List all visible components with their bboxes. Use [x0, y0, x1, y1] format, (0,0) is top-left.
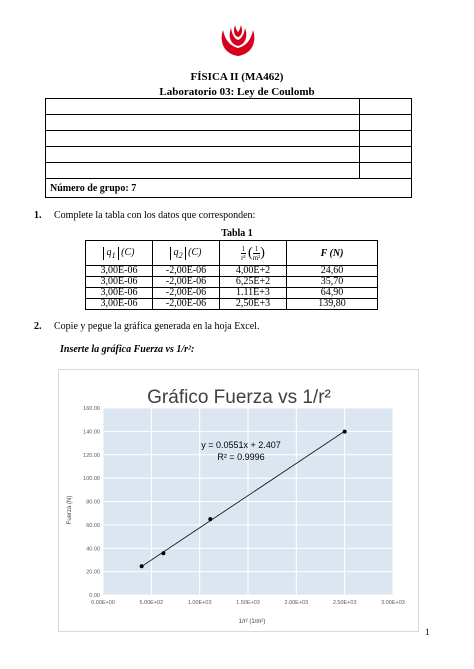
data-point — [208, 517, 212, 521]
cell-q1: 3,00E-06 — [86, 277, 153, 288]
group-cell[interactable] — [360, 163, 412, 179]
trendline-equation: y = 0.0551x + 2.407 — [201, 440, 281, 450]
y-axis-label: Fuerza (N) — [67, 495, 73, 525]
cell-q2: -2,00E-06 — [153, 299, 220, 310]
cell-q2: -2,00E-06 — [153, 266, 220, 277]
y-tick-label: 40.00 — [86, 546, 100, 553]
x-tick-label: 2.50E+03 — [332, 600, 357, 606]
trendline-r2: R² = 0.9996 — [217, 452, 265, 462]
cell-q1: 3,00E-06 — [86, 266, 153, 277]
data-table — [85, 240, 378, 310]
y-tick-label: 20.00 — [86, 569, 100, 576]
group-cell[interactable] — [46, 147, 360, 163]
data-point — [140, 564, 144, 568]
cell-force: 64,90 — [287, 288, 378, 299]
course-title: FÍSICA II (MA462) — [190, 71, 284, 83]
group-cell[interactable] — [360, 147, 412, 163]
question-2 — [34, 321, 259, 332]
y-tick-label: 80.00 — [86, 499, 100, 506]
group-table — [45, 98, 412, 198]
cell-inv-r2: 1.11E+3 — [220, 288, 287, 299]
table-row — [86, 288, 378, 299]
group-cell[interactable] — [46, 131, 360, 147]
cell-q1: 3,00E-06 — [86, 299, 153, 310]
header-q2: $q_2$ (C) — [153, 241, 220, 266]
question-1 — [34, 210, 255, 221]
question-1-text: Complete la tabla con los datos que corresponden: — [54, 210, 256, 221]
table-row — [86, 277, 378, 288]
table-caption: Tabla 1 — [221, 228, 253, 239]
x-tick-label: 3.00E+03 — [381, 600, 405, 606]
cell-inv-r2: 2,50E+3 — [220, 299, 287, 310]
question-1-number: 1. — [34, 210, 42, 221]
group-cell[interactable] — [360, 115, 412, 131]
x-tick-label: 2.00E+03 — [284, 600, 309, 606]
page-number: 1 — [425, 627, 430, 637]
cell-force: 24,60 — [287, 266, 378, 277]
lab-title: Laboratorio 03: Ley de Coulomb — [159, 86, 315, 98]
x-tick-label: 1.50E+03 — [236, 600, 260, 606]
question-2-number: 2. — [34, 321, 42, 332]
y-tick-label: 0.00 — [89, 593, 100, 599]
chart-title: Gráfico Fuerza vs 1/r² — [147, 387, 331, 408]
y-tick-label: 120.00 — [83, 452, 100, 459]
force-chart — [59, 370, 418, 631]
data-point — [343, 430, 347, 434]
group-number: Número de grupo: 7 — [46, 179, 412, 198]
cell-q2: -2,00E-06 — [153, 277, 220, 288]
cell-q2: -2,00E-06 — [153, 288, 220, 299]
y-tick-label: 140.00 — [83, 429, 100, 436]
group-cell[interactable] — [46, 99, 360, 115]
chart-instruction: Inserte la gráfica Fuerza vs 1/r²: — [60, 344, 195, 355]
group-cell[interactable] — [360, 131, 412, 147]
x-tick-label: 0.00E+00 — [91, 600, 115, 606]
data-point — [161, 551, 165, 555]
chart-container[interactable] — [58, 369, 419, 632]
y-tick-label: 100.00 — [83, 476, 100, 483]
cell-inv-r2: 4,00E+2 — [220, 266, 287, 277]
y-tick-label: 60.00 — [86, 522, 100, 529]
cell-force: 35,70 — [287, 277, 378, 288]
x-axis-label: 1/r² (1/m²) — [238, 619, 266, 625]
table-row — [86, 266, 378, 277]
cell-inv-r2: 6,25E+2 — [220, 277, 287, 288]
cell-force: 139,80 — [287, 299, 378, 310]
header-inverse-r2: $\frac{1}{\text{r²}}$ ( $\frac{1}{\text{m²}}$ ) — [220, 241, 287, 266]
x-tick-label: 1.00E+03 — [187, 600, 212, 606]
upc-logo — [218, 22, 258, 58]
group-cell[interactable] — [46, 115, 360, 131]
header-force: F (N) — [287, 241, 378, 266]
group-cell[interactable] — [360, 99, 412, 115]
cell-q1: 3,00E-06 — [86, 288, 153, 299]
group-cell[interactable] — [46, 163, 360, 179]
question-2-text: Copie y pegue la gráfica generada en la hoja Excel. — [54, 321, 260, 332]
x-tick-label: 5.00E+02 — [139, 600, 164, 606]
table-row — [86, 299, 378, 310]
y-tick-label: 160.00 — [83, 406, 100, 412]
header-q1: $q_1$ (C) — [86, 241, 153, 266]
